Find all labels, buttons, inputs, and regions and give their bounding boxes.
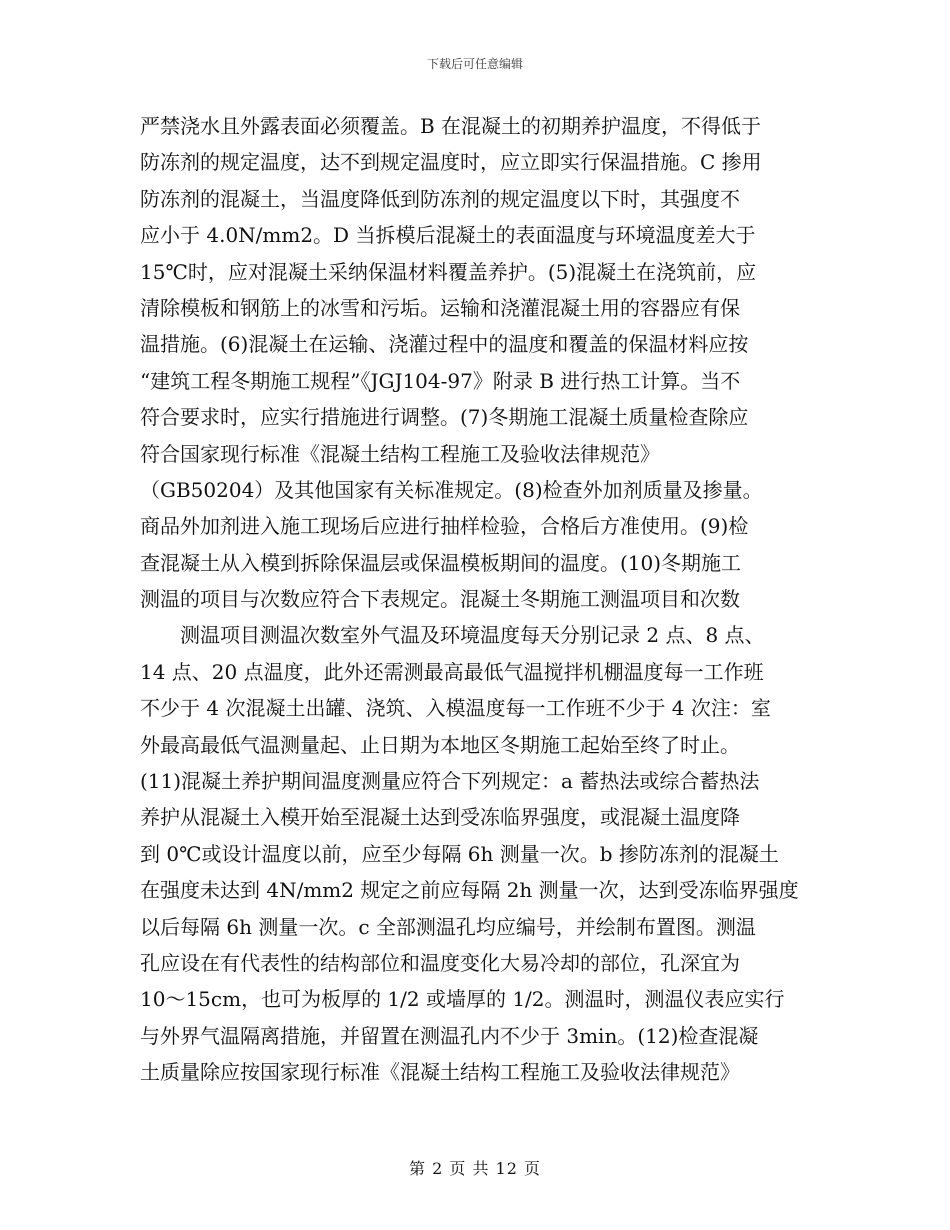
text-line: 符合国家现行标准《混凝土结构工程施工及验收法律规范》 [140, 441, 660, 466]
text-line: 测温的项目与次数应符合下表规定。混凝土冬期施工测温项目和次数 [140, 587, 740, 612]
text-line: “建筑工程冬期施工规程”《JGJ104-97》附录 B 进行热工计算。当不 [140, 368, 741, 393]
page-number: 第 2 页 共 12 页 [409, 1159, 541, 1178]
text-line: 孔应设在有代表性的结构部位和温度变化大易冷却的部位，孔深宜为 [140, 950, 740, 975]
text-line: 商品外加剂进入施工现场后应进行抽样检验，合格后方准使用。(9)检 [140, 514, 749, 539]
text-line: 不少于 4 次混凝土出罐、浇筑、入模温度每一工作班不少于 4 次注：室 [140, 696, 771, 721]
text-line: 养护从混凝土入模开始至混凝土达到受冻临界强度，或混凝土温度降 [140, 805, 740, 830]
document-body [140, 108, 810, 1091]
text-line: 以后每隔 6h 测量一次。c 全部测温孔均应编号，并绘制布置图。测温 [140, 914, 756, 939]
text-line: 土质量除应按国家现行标准《混凝土结构工程施工及验收法律规范》 [140, 1060, 740, 1085]
text-line: 清除模板和钢筋上的冰雪和污垢。运输和浇灌混凝土用的容器应有保 [140, 295, 740, 320]
text-line: 15℃时，应对混凝土采纳保温材料覆盖养护。(5)混凝土在浇筑前，应 [140, 259, 757, 284]
text-line: 符合要求时，应实行措施进行调整。(7)冬期施工混凝土质量检查除应 [140, 405, 749, 430]
text-line: 到 0℃或设计温度以前，应至少每隔 6h 测量一次。b 掺防冻剂的混凝土 [140, 841, 779, 866]
text-line: 在强度未达到 4N/mm2 规定之前应每隔 2h 测量一次，达到受冻临界强度 [140, 878, 799, 903]
text-line: 与外界气温隔离措施，并留置在测温孔内不少于 3min。(12)检查混凝 [140, 1023, 759, 1048]
text-line: 应小于 4.0N/mm2。D 当拆模后混凝土的表面温度与环境温度差大于 [140, 223, 756, 248]
text-line: 温措施。(6)混凝土在运输、浇灌过程中的温度和覆盖的保温材料应按 [140, 332, 749, 357]
text-line: 14 点、20 点温度，此外还需测最高最低气温搅拌机棚温度每一工作班 [140, 659, 764, 684]
text-line: 10～15cm，也可为板厚的 1/2 或墙厚的 1/2。测温时，测温仪表应实行 [140, 987, 785, 1012]
page-header-note: 下载后可任意编辑 [426, 57, 523, 71]
text-line: 防冻剂的规定温度，达不到规定温度时，应立即实行保温措施。C 掺用 [140, 150, 762, 175]
text-line: 测温项目测温次数室外气温及环境温度每天分别记录 2 点、8 点、 [140, 623, 765, 648]
text-line: （GB50204）及其他国家有关标准规定。(8)检查外加剂质量及掺量。 [140, 477, 763, 502]
text-line: 外最高最低气温测量起、止日期为本地区冬期施工起始至终了时止。 [140, 732, 740, 757]
text-line: 防冻剂的混凝土，当温度降低到防冻剂的规定温度以下时，其强度不 [140, 186, 740, 211]
text-line: 严禁浇水且外露表面必须覆盖。B 在混凝土的初期养护温度，不得低于 [140, 114, 762, 138]
text-line: 查混凝土从入模到拆除保温层或保温模板期间的温度。(10)冬期施工 [140, 550, 742, 575]
text-line: (11)混凝土养护期间温度测量应符合下列规定：a 蓄热法或综合蓄热法 [140, 769, 760, 794]
